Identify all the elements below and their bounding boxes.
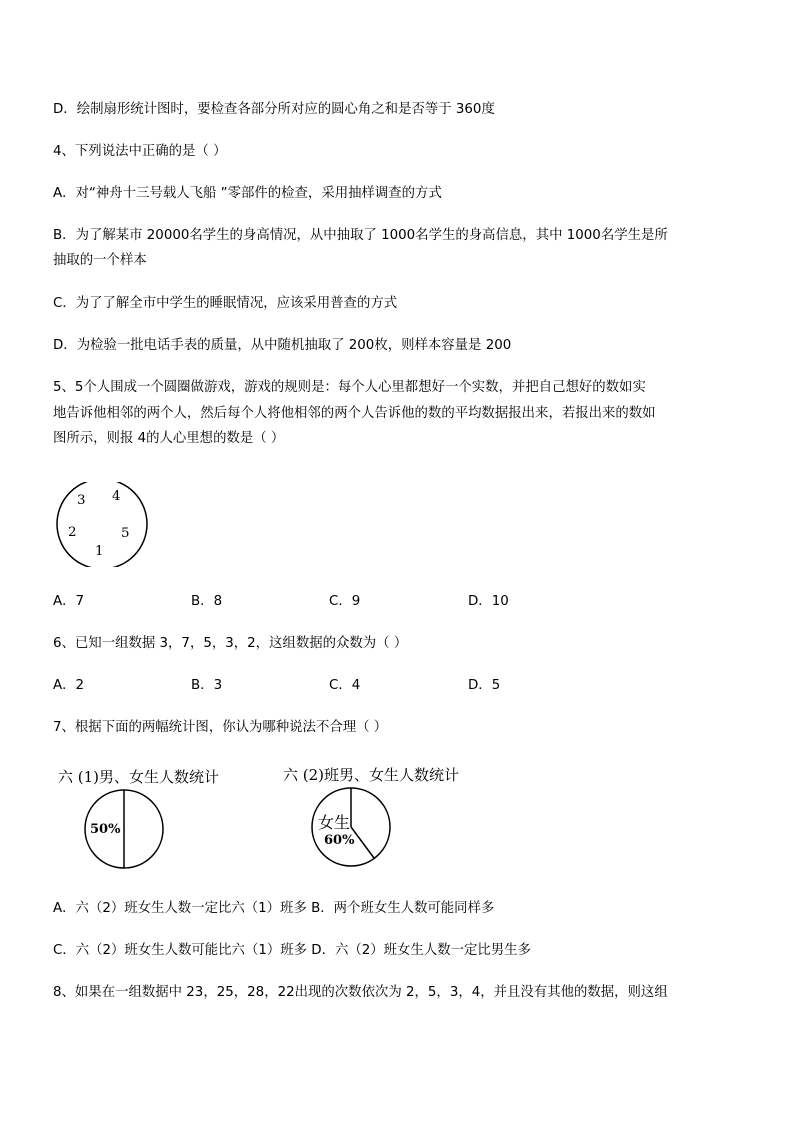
q4-option-a: A．对“神舟十三号载人飞船 ”零部件的检查，采用抽样调查的方式 (53, 186, 442, 201)
q5-option-a: A．7 (53, 594, 85, 609)
q4-option-b-cont: 抽取的一个样本 (53, 253, 147, 268)
q5-number-top-right: 4 (112, 489, 121, 504)
q5-option-d: D．10 (468, 594, 509, 609)
q6-option-c: C．4 (329, 678, 361, 693)
q6-option-b: B．3 (191, 678, 223, 693)
q7-chart1 (83, 788, 165, 870)
q7-chart2-label-value: 60% (324, 833, 355, 848)
q5-number-top-left: 3 (77, 493, 86, 508)
q7-chart2 (310, 786, 392, 868)
q5-number-right: 5 (121, 526, 130, 541)
q7-chart2-label-name: 女生 (318, 813, 351, 832)
q5-number-bottom: 1 (95, 544, 104, 559)
q4-option-b: B．为了解某市 20000名学生的身高情况，从中抽取了 1000名学生的身高信息，其中 1000名学生是所 (53, 228, 668, 243)
q7-chart1-label: 50% (90, 822, 121, 837)
q5-option-c: C．9 (329, 594, 361, 609)
q6-stem: 6、已知一组数据 3，7，5，3，2，这组数据的众数为（ ） (53, 636, 408, 651)
q5-stem-cont2: 图所示，则报 4的人心里想的数是（ ） (53, 431, 285, 446)
q3-option-d: D．绘制扇形统计图时，要检查各部分所对应的圆心角之和是否等于 360度 (53, 102, 495, 117)
q5-number-left: 2 (68, 525, 77, 540)
q7-chart1-title: 六 (1)男、女生人数统计 (58, 768, 220, 786)
q7-chart2-title: 六 (2)班男、女生人数统计 (283, 766, 460, 784)
q4-option-c: C．为了了解全市中学生的睡眠情况，应该采用普查的方式 (53, 296, 398, 311)
q7-options-ab: A．六（2）班女生人数一定比六（1）班多 B．两个班女生人数可能同样多 (53, 901, 495, 916)
q5-stem-cont1: 地告诉他相邻的两个人，然后每个人将他相邻的两个人告诉他的数的平均数据报出来，若报出来的数如 (53, 406, 656, 421)
q7-stem: 7、根据下面的两幅统计图，你认为哪种说法不合理（ ） (53, 720, 388, 735)
q5-option-b: B．8 (191, 594, 223, 609)
q8-stem: 8、如果在一组数据中 23，25，28，22出现的次数依次为 2，5，3，4，并且没有其他的数据，则这组 (53, 985, 668, 1000)
q4-stem: 4、下列说法中正确的是（ ） (53, 144, 227, 159)
q5-stem: 5、5个人围成一个圆圈做游戏，游戏的规则是：每个人心里都想好一个实数，并把自己想好的数如实 (53, 380, 646, 395)
q6-option-d: D．5 (468, 678, 501, 693)
q5-circle-figure (55, 482, 150, 567)
q6-option-a: A．2 (53, 678, 85, 693)
q4-option-d: D．为检验一批电话手表的质量，从中随机抽取了 200枚，则样本容量是 200 (53, 338, 512, 353)
q7-options-cd: C．六（2）班女生人数可能比六（1）班多 D．六（2）班女生人数一定比男生多 (53, 943, 531, 958)
